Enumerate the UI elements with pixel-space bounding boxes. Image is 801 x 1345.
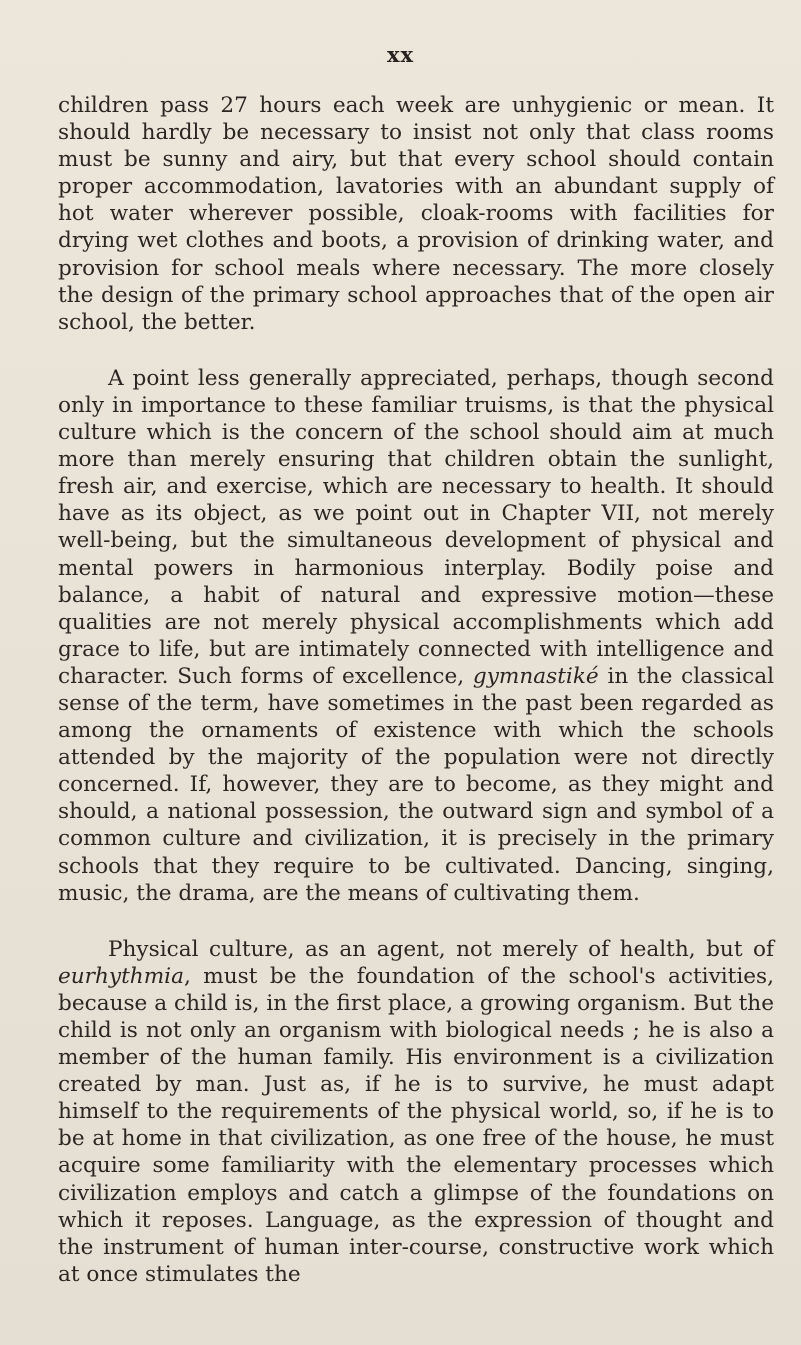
paragraph-eurhythmia [58,936,774,1288]
paragraph-continuation: children pass 27 hours each week are unhygienic or mean. It should hardly be necessary to insist not only that class rooms must be sunny and airy, but that every school should contain proper accommodation, lavatories with an abundant supply of hot water wherever possible, cloak-rooms with facilities for drying wet clothes and boots, a provision of drinking water, and provision for school meals where necessary. The more closely the design of the primary school approaches that of the open air school, the better. [58,93,774,335]
text-run: , must be the foundation of the school's activities, because a child is, in the first place, a growing organism. But the child is not only an organism with biological needs ; he is also a member of the human family. His environment is a civilization created by man. Just as, if he is to survive, he must adapt himself to the requirements of the physical world, so, if he is to be at home in that civilization, as one free of the house, he must acquire some familiarity with the elementary processes which civilization employs and catch a glimpse of the foundations on which it reposes. Language, as the expression of thought and the instrument of human inter-course, constructive work which at once stimulates the [58,963,774,1287]
greek-term-eurhythmia: eurhythmia [58,963,184,989]
body-text [58,92,774,1288]
text-run: in the classical sense of the term, have sometimes in the past been regarded as among the ornaments of existence with which the schools attended by the majority of the population were not directly concerned. If, however, they are to become, as they might and should, a national possession, the outward sign and symbol of a common culture and civilization, it is precisely in the primary schools that they require to be cultivated. Dancing, singing, music, the drama, are the means of cultivating them. [58,663,774,906]
greek-term-gymnastike: gymnastiké [472,663,599,689]
page-number: xx [386,42,415,67]
text-run: Physical culture, as an agent, not merely of health, but of [108,936,774,962]
text-run: A point less generally appreciated, perhaps, though second only in importance to these familiar truisms, is that the physical culture which is the concern of the school should aim at much more than merely ensuring that children obtain the sunlight, fresh air, and exercise, which are necessary to health. It should have as its object, as we point out in Chapter VII, not merely well-being, but the simultaneous development of physical and mental powers in harmonious interplay. Bodily poise and balance, a habit of natural and expressive motion—these qualities are not merely physical accomplishments which add grace to life, but are intimately connected with intelligence and character. Such forms of excellence, [58,365,774,689]
paragraph-physical-culture-aim [58,365,774,907]
